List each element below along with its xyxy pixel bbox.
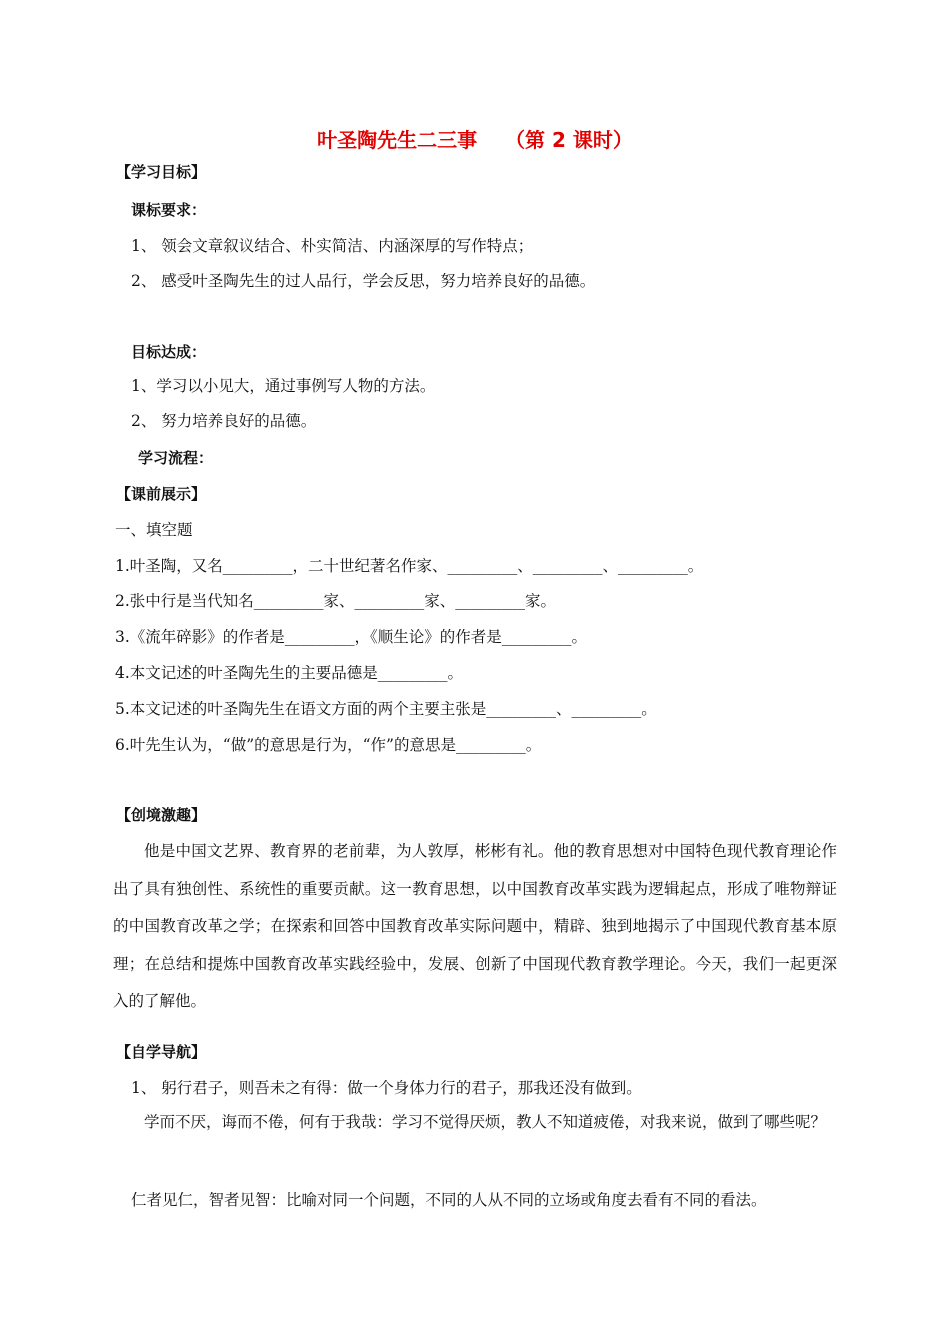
fill-title: 一、填空题 [115, 521, 193, 539]
curriculum-item: 1、 领会文章叙议结合、朴实简洁、内涵深厚的写作特点； [131, 237, 534, 255]
scenario-paragraph: 他是中国文艺界、教育界的老前辈，为人敦厚，彬彬有礼。他的教育思想对中国特色现代教育理论作出了具有独创性、系统性的重要贡献。这一教育思想，以中国教育改革实践为逻辑起点，形成了唯物辩证的中国教育改革之学；在探索和回答中国教育改革实际问题中，精辟、独到地揭示了中国现代教育基本原理；在总结和提炼中国教育改革实践经验中，发展、创新了中国现代教育教学理论。今天，我们一起更深入的了解他。 [113, 842, 837, 1010]
selfstudy-item: 仁者见仁，智者见智：比喻对同一个问题，不同的人从不同的立场或角度去看有不同的看法。 [131, 1191, 767, 1209]
selfstudy-header: 【自学导航】 [116, 1043, 207, 1061]
curriculum-item: 2、 感受叶圣陶先生的过人品行，学会反思，努力培养良好的品德。 [131, 272, 596, 290]
achieve-label: 目标达成： [131, 343, 207, 361]
preview-header: 【课前展示】 [116, 485, 207, 503]
process-label: 学习流程： [138, 449, 214, 467]
achieve-item: 2、 努力培养良好的品德。 [131, 412, 317, 430]
fill-item: 4.本文记述的叶圣陶先生的主要品德是_________。 [115, 664, 464, 682]
fill-item: 6.叶先生认为，“做”的意思是行为，“作”的意思是_________。 [115, 736, 542, 754]
fill-item: 2.张中行是当代知名_________家、_________家、_________家。 [115, 592, 557, 610]
curriculum-label: 课标要求： [131, 201, 207, 219]
page-title: 叶圣陶先生二三事 （第 2 课时） [317, 128, 633, 152]
fill-item: 1.叶圣陶，又名_________，二十世纪著名作家、_________、_________、_________。 [115, 557, 704, 575]
fill-item: 3.《流年碎影》的作者是_________，《顺生论》的作者是_________。 [115, 628, 588, 646]
selfstudy-item: 学而不厌，诲而不倦，何有于我哉：学习不觉得厌烦，教人不知道疲倦，对我来说，做到了哪些呢？ [144, 1113, 827, 1131]
fill-item: 5.本文记述的叶圣陶先生在语文方面的两个主要主张是_________、_________。 [115, 700, 657, 718]
achieve-item: 1、学习以小见大，通过事例写人物的方法。 [131, 377, 436, 395]
scenario-header: 【创境激趣】 [116, 806, 207, 824]
goals-header: 【学习目标】 [116, 163, 207, 181]
selfstudy-item: 1、 躬行君子，则吾未之有得：做一个身体力行的君子，那我还没有做到。 [131, 1079, 642, 1097]
